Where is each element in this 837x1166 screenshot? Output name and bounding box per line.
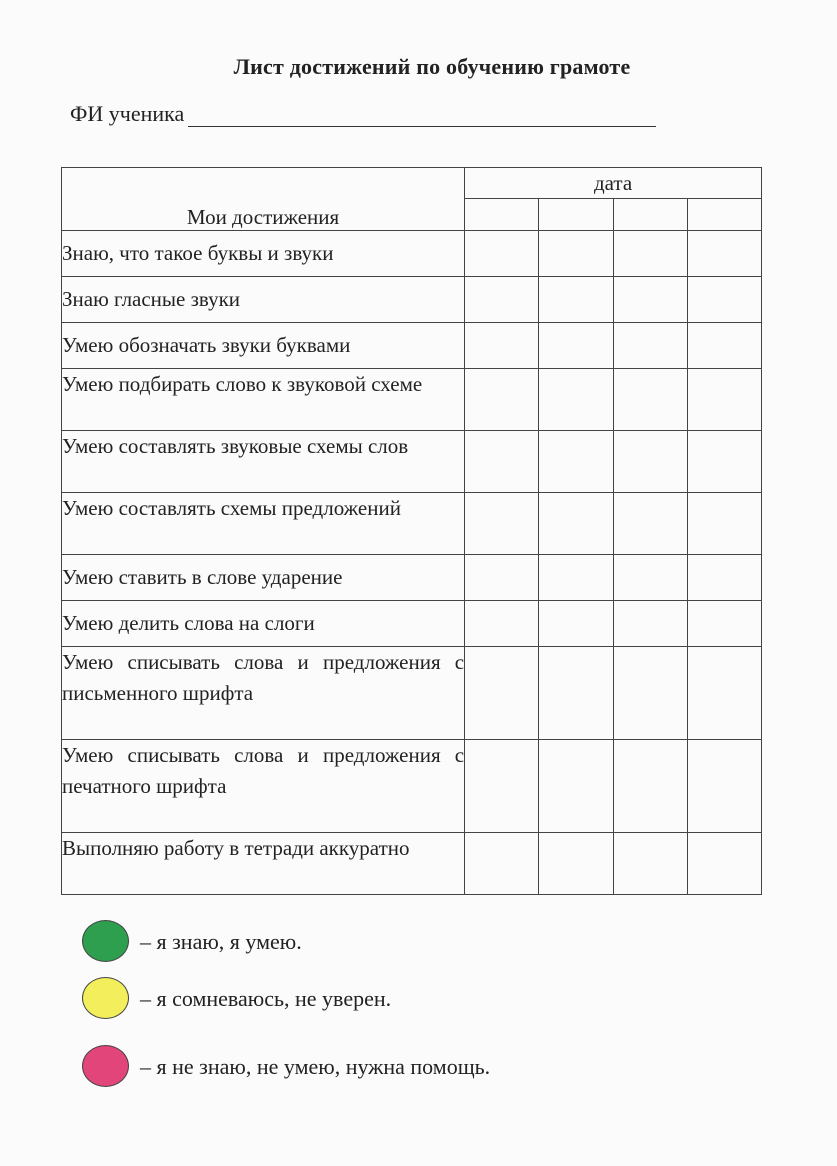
date-cell[interactable] <box>687 647 761 740</box>
date-cell[interactable] <box>613 369 687 431</box>
date-cell[interactable] <box>687 323 761 369</box>
date-cell[interactable] <box>613 323 687 369</box>
page-title: Лист достижений по обучению грамоте <box>233 54 631 79</box>
date-header: дата <box>465 168 762 199</box>
date-cell[interactable] <box>687 555 761 601</box>
date-cell[interactable] <box>687 431 761 493</box>
table-row <box>62 277 762 323</box>
table-row <box>62 833 762 895</box>
student-name-label: ФИ ученика <box>70 101 185 126</box>
achievement-text: Знаю гласные звуки <box>62 277 465 323</box>
date-column-header-2 <box>539 199 613 231</box>
date-cell[interactable] <box>539 277 613 323</box>
achievement-text: Выполняю работу в тетради аккуратно <box>62 833 465 895</box>
table-row <box>62 431 762 493</box>
date-cell[interactable] <box>687 740 761 833</box>
date-cell[interactable] <box>613 740 687 833</box>
table-row <box>62 555 762 601</box>
date-cell[interactable] <box>465 555 539 601</box>
date-column-header-4 <box>687 199 761 231</box>
table-row <box>62 369 762 431</box>
achievement-text: Умею подбирать слово к звуковой схеме <box>62 369 465 431</box>
date-cell[interactable] <box>465 601 539 647</box>
date-cell[interactable] <box>539 601 613 647</box>
student-name-line <box>70 101 656 127</box>
date-cell[interactable] <box>613 277 687 323</box>
date-cell[interactable] <box>539 493 613 555</box>
achievement-text: Знаю, что такое буквы и звуки <box>62 231 465 277</box>
date-cell[interactable] <box>465 231 539 277</box>
table-row <box>62 231 762 277</box>
date-cell[interactable] <box>687 277 761 323</box>
date-cell[interactable] <box>613 601 687 647</box>
legend-color-circle-icon <box>82 920 129 962</box>
date-cell[interactable] <box>613 647 687 740</box>
date-cell[interactable] <box>465 647 539 740</box>
student-name-blank <box>188 104 656 127</box>
date-cell[interactable] <box>613 555 687 601</box>
table-row <box>62 740 762 833</box>
date-cell[interactable] <box>687 601 761 647</box>
date-column-header-1 <box>465 199 539 231</box>
legend-label: – я знаю, я умею. <box>140 929 302 954</box>
table-row <box>62 647 762 740</box>
legend-color-circle-icon <box>82 1045 129 1087</box>
legend-label: – я сомневаюсь, не уверен. <box>140 986 392 1011</box>
table-row <box>62 601 762 647</box>
date-cell[interactable] <box>687 231 761 277</box>
date-cell[interactable] <box>539 833 613 895</box>
date-cell[interactable] <box>465 431 539 493</box>
date-cell[interactable] <box>539 431 613 493</box>
date-cell[interactable] <box>613 431 687 493</box>
date-cell[interactable] <box>687 369 761 431</box>
achievement-text: Умею списывать слова и предложения с письменного шрифта <box>62 647 465 740</box>
date-cell[interactable] <box>687 493 761 555</box>
date-cell[interactable] <box>613 493 687 555</box>
date-cell[interactable] <box>539 323 613 369</box>
table-row <box>62 323 762 369</box>
date-cell[interactable] <box>465 833 539 895</box>
date-cell[interactable] <box>539 647 613 740</box>
date-cell[interactable] <box>465 277 539 323</box>
achievement-text: Умею составлять схемы предложений <box>62 493 465 555</box>
date-cell[interactable] <box>465 323 539 369</box>
achievement-text: Умею составлять звуковые схемы слов <box>62 431 465 493</box>
date-cell[interactable] <box>465 369 539 431</box>
date-cell[interactable] <box>613 833 687 895</box>
legend-label: – я не знаю, не умею, нужна помощь. <box>140 1054 491 1079</box>
achievements-table <box>61 167 762 895</box>
date-cell[interactable] <box>465 493 539 555</box>
date-cell[interactable] <box>539 740 613 833</box>
achievement-text: Умею обозначать звуки буквами <box>62 323 465 369</box>
date-cell[interactable] <box>465 740 539 833</box>
legend-color-circle-icon <box>82 977 129 1019</box>
date-cell[interactable] <box>539 369 613 431</box>
date-cell[interactable] <box>613 231 687 277</box>
achievement-text: Умею делить слова на слоги <box>62 601 465 647</box>
date-cell[interactable] <box>539 231 613 277</box>
date-column-header-3 <box>613 199 687 231</box>
date-cell[interactable] <box>539 555 613 601</box>
date-cell[interactable] <box>687 833 761 895</box>
achievements-table-body <box>62 231 762 895</box>
achievement-text: Умею списывать слова и предложения с печатного шрифта <box>62 740 465 833</box>
table-row <box>62 493 762 555</box>
achievements-header: Мои достижения <box>62 168 465 231</box>
achievement-text: Умею ставить в слове ударение <box>62 555 465 601</box>
